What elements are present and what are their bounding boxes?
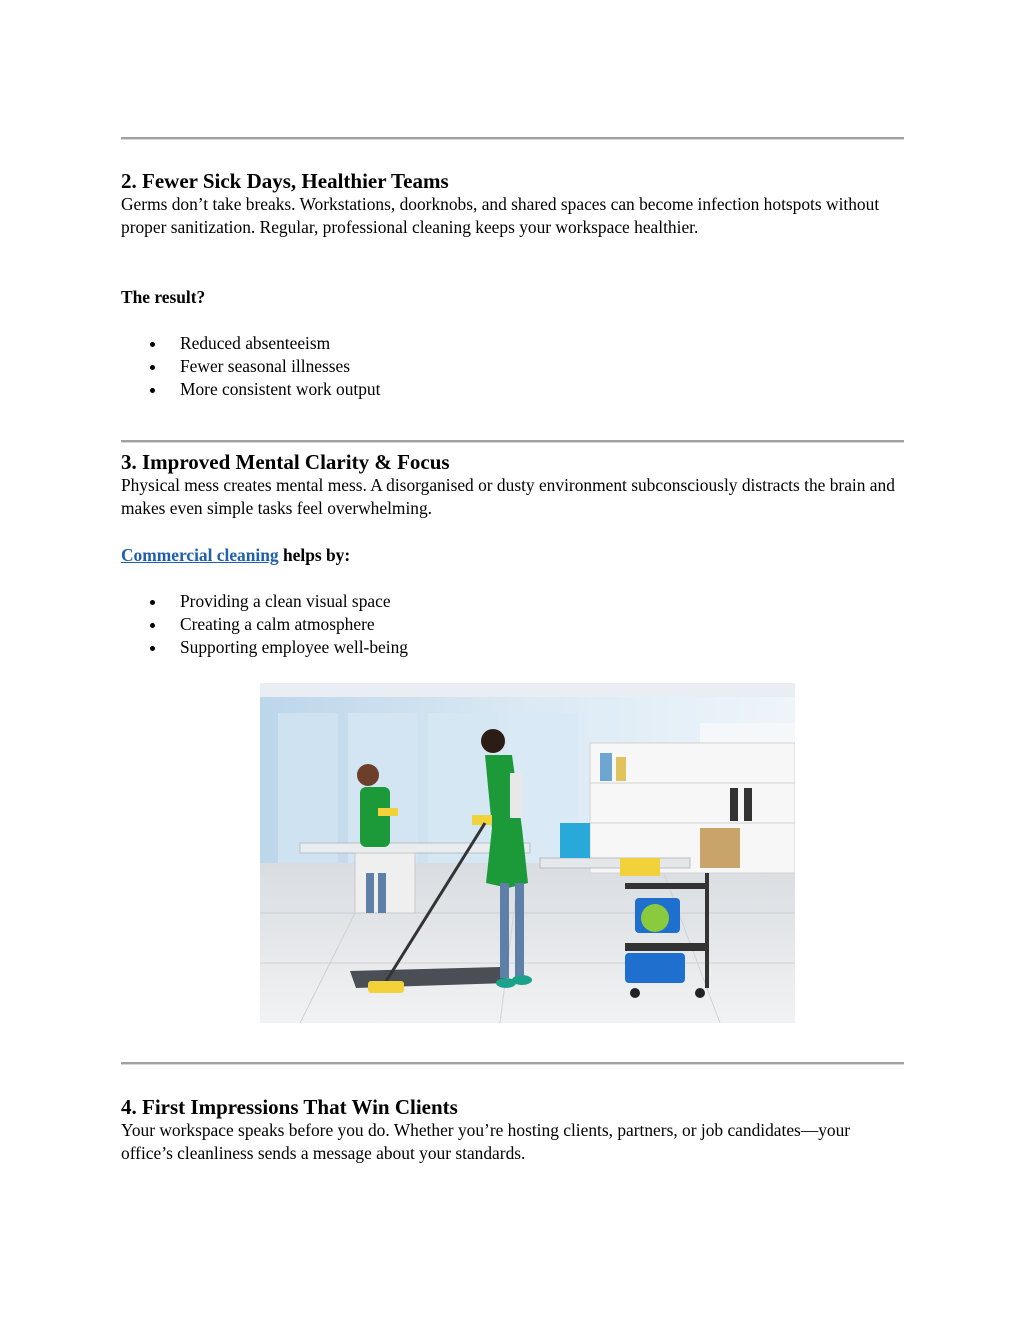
bullet-icon [150,646,155,651]
heading-fewer-sick-days: 2. Fewer Sick Days, Healthier Teams [121,169,449,193]
list-item: More consistent work output [121,378,380,401]
bullet-icon [150,342,155,347]
result-bullet-list [121,332,380,402]
bullet-icon [150,600,155,605]
lead-the-result: The result? [121,287,206,307]
paragraph-physical-mess: Physical mess creates mental mess. A disorganised or dusty environment subconsciously distracts the brain and makes even simple tasks feel overwhelming. [121,475,895,519]
paragraph-workspace-speaks: Your workspace speaks before you do. Whether you’re hosting clients, partners, or job candidates—your office’s cleanliness sends a message about your standards. [121,1120,851,1164]
benefit-bullet-list [121,590,408,660]
list-item: Providing a clean visual space [121,590,408,613]
office-cleaning-photo [260,683,795,1023]
list-item: Reduced absenteeism [121,332,380,355]
section-divider-bottom [121,1062,904,1065]
lead-helps-by [121,544,350,567]
list-item: Creating a calm atmosphere [121,613,408,636]
section-divider [121,440,904,443]
bullet-icon [150,388,155,393]
section-divider-top [121,137,904,140]
heading-first-impressions: 4. First Impressions That Win Clients [121,1095,458,1119]
list-item: Supporting employee well-being [121,636,408,659]
list-item: Fewer seasonal illnesses [121,355,380,378]
paragraph-germs: Germs don’t take breaks. Workstations, doorknobs, and shared spaces can become infection hotspots without proper sanitization. Regular, professional cleaning keeps your workspace healthier. [121,194,880,238]
commercial-cleaning-link[interactable]: Commercial cleaning [121,545,279,565]
bullet-icon [150,623,155,628]
lead-helps-by-text: helps by: [278,545,351,565]
bullet-icon [150,365,155,370]
heading-mental-clarity: 3. Improved Mental Clarity & Focus [121,450,450,474]
